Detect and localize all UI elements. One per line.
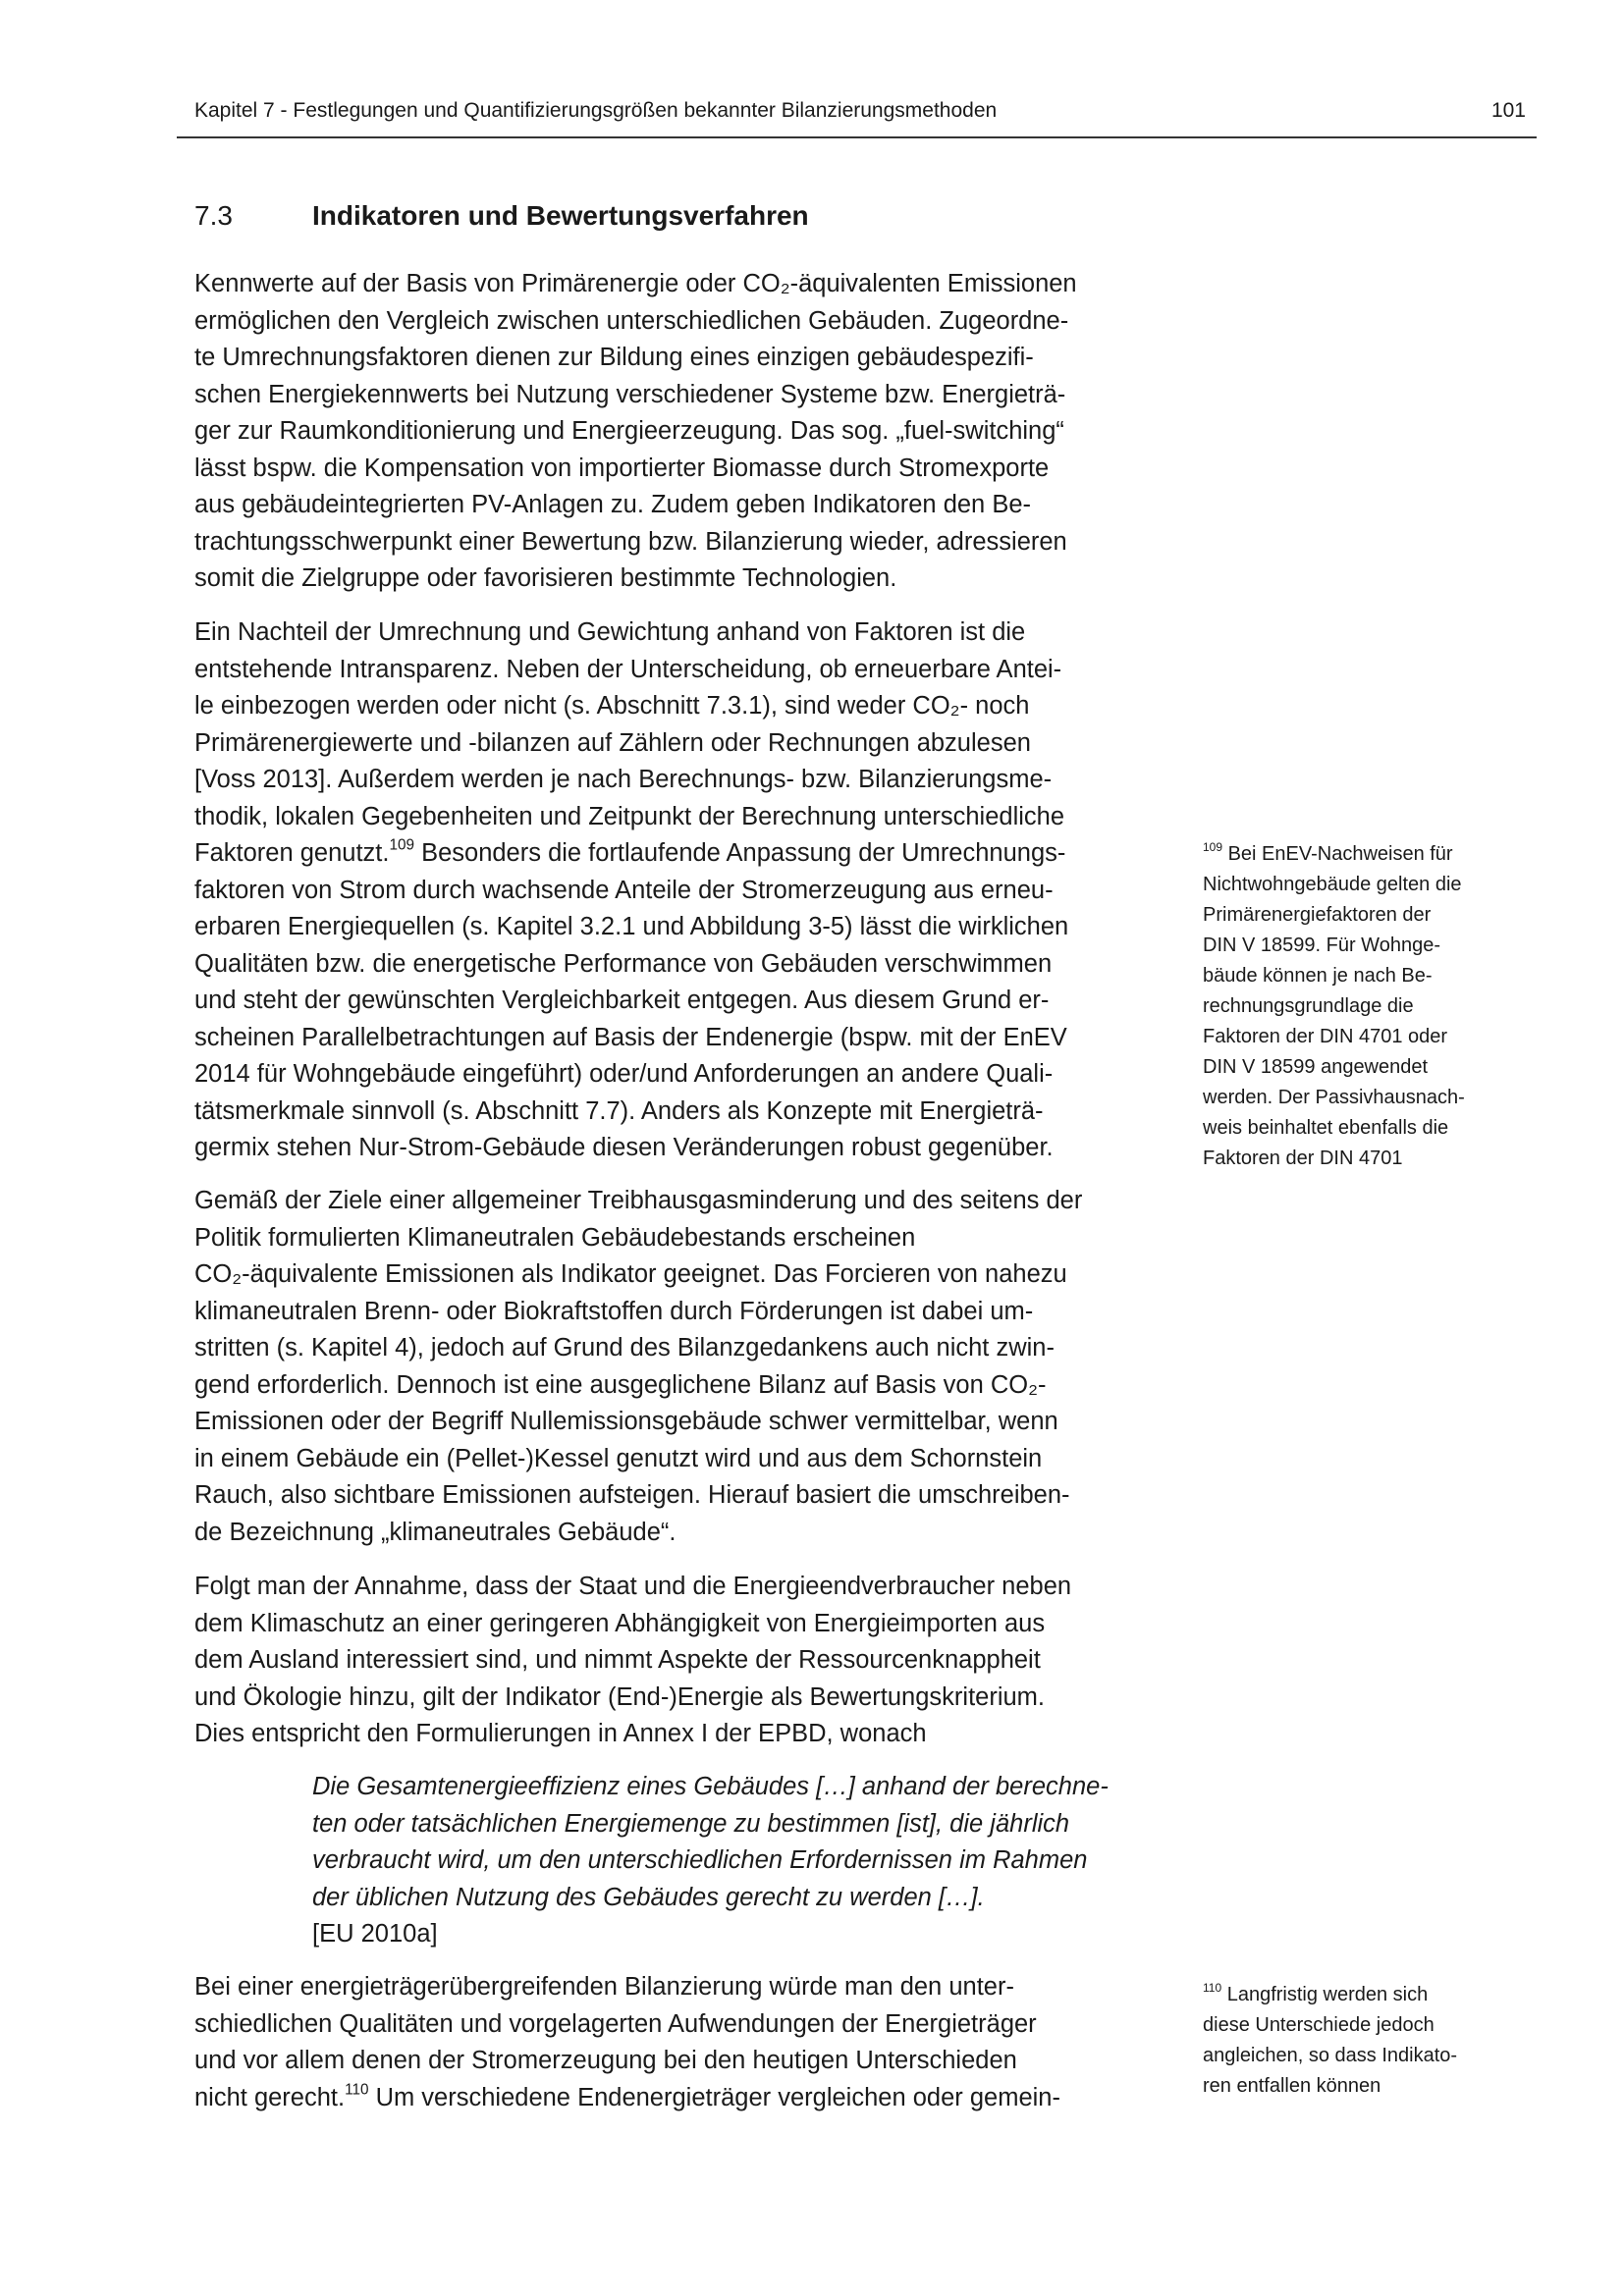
text-line: tätsmerkmale sinnvoll (s. Abschnitt 7.7). Anders als Konzepte mit Energieträ-: [194, 1096, 1044, 1125]
text-line: und Ökologie hinzu, gilt der Indikator (End-)Energie als Bewertungskriterium.: [194, 1682, 1046, 1711]
text-line: angleichen, so dass Indikato-: [1203, 2045, 1458, 2066]
text-line: stritten (s. Kapitel 4), jedoch auf Grund des Bilanzgedankens auch nicht zwin-: [194, 1334, 1055, 1362]
footnote-110: [1203, 1980, 1457, 2102]
text-line: aus gebäudeintegrierten PV-Anlagen zu. Zudem geben Indikatoren den Be-: [194, 491, 1032, 518]
text-segment: Bei EnEV-Nachweisen für: [1222, 843, 1453, 865]
text-line: der üblichen Nutzung des Gebäudes gerecht zu werden […].: [312, 1883, 985, 1911]
footnote-mark: 109: [1203, 840, 1223, 854]
section-number: 7.3: [194, 200, 233, 231]
footnote-109: [1203, 839, 1465, 1174]
text-line: te Umrechnungsfaktoren dienen zur Bildung eines einzigen gebäudespezifi-: [194, 344, 1034, 371]
text-line: gend erforderlich. Dennoch ist eine ausgeglichene Bilanz auf Basis von CO₂-: [194, 1370, 1047, 1399]
text-line: ren entfallen können: [1203, 2075, 1381, 2097]
text-line: weis beinhaltet ebenfalls die: [1203, 1117, 1449, 1139]
text-line: schen Energiekennwerts bei Nutzung verschiedener Systeme bzw. Energieträ-: [194, 380, 1066, 408]
text-line: [1203, 839, 1465, 870]
text-line: Primärenergiewerte und -bilanzen auf Zählern oder Rechnungen abzulesen: [194, 728, 1031, 757]
text-line: faktoren von Strom durch wachsende Anteile der Stromerzeugung aus erneu-: [194, 876, 1054, 904]
text-line: lässt bspw. die Kompensation von importierter Biomasse durch Stromexporte: [194, 454, 1050, 482]
text-line: germix stehen Nur-Strom-Gebäude diesen Veränderungen robust gegenüber.: [194, 1134, 1054, 1161]
paragraph-2: [194, 614, 1068, 1167]
text-line: [194, 2080, 1060, 2117]
page-number: 101: [1490, 99, 1526, 122]
text-line: Kennwerte auf der Basis von Primärenergie oder CO₂-äquivalenten Emissionen: [194, 270, 1077, 297]
footnote-mark: 109: [389, 836, 414, 854]
paragraph-4: [194, 1569, 1071, 1753]
running-header-title: Kapitel 7 - Festlegungen und Quantifizierungsgrößen bekannter Bilanzierungsmethoden: [194, 99, 998, 122]
text-line: Rauch, also sichtbare Emissionen aufsteigen. Hierauf basiert die umschreiben-: [194, 1481, 1070, 1509]
text-line: Emissionen oder der Begriff Nullemissionsgebäude schwer vermittelbar, wenn: [194, 1408, 1058, 1435]
section-title: Indikatoren und Bewertungsverfahren: [312, 200, 809, 231]
text-line: verbraucht wird, um den unterschiedlichen Erfordernissen im Rahmen: [312, 1846, 1088, 1874]
text-segment: Langfristig werden sich: [1221, 1984, 1429, 2005]
text-line: DIN V 18599. Für Wohnge-: [1203, 934, 1440, 956]
text-line: Ein Nachteil der Umrechnung und Gewichtung anhand von Faktoren ist die: [194, 618, 1026, 646]
text-line: [1203, 1980, 1457, 2010]
text-line: entstehende Intransparenz. Neben der Unterscheidung, ob erneuerbare Antei-: [194, 655, 1062, 683]
quote-citation: [EU 2010a]: [312, 1920, 438, 1948]
text-line: le einbezogen werden oder nicht (s. Abschnitt 7.3.1), sind weder CO₂- noch: [194, 692, 1030, 720]
footnote-mark: 110: [1203, 1981, 1222, 1995]
text-line: DIN V 18599 angewendet: [1203, 1056, 1429, 1078]
text-line: in einem Gebäude ein (Pellet-)Kessel genutzt wird und aus dem Schornstein: [194, 1444, 1043, 1472]
text-line: dem Ausland interessiert sind, und nimmt Aspekte der Ressourcenknappheit: [194, 1646, 1041, 1674]
text-line: werden. Der Passivhausnach-: [1203, 1087, 1465, 1108]
text-line: trachtungsschwerpunkt einer Bewertung bzw. Bilanzierung wieder, adressieren: [194, 527, 1067, 556]
footnote-mark: 110: [345, 2081, 369, 2099]
text-line: CO₂-äquivalente Emissionen als Indikator geeignet. Das Forcieren von nahezu: [194, 1260, 1067, 1288]
text-line: de Bezeichnung „klimaneutrales Gebäude“.: [194, 1518, 677, 1546]
text-line: Primärenergiefaktoren der: [1203, 904, 1432, 926]
text-line: [Voss 2013]. Außerdem werden je nach Berechnungs- bzw. Bilanzierungsme-: [194, 766, 1053, 793]
text-line: dem Klimaschutz an einer geringeren Abhängigkeit von Energieimporten aus: [194, 1609, 1046, 1637]
text-line: Folgt man der Annahme, dass der Staat und die Energieendverbraucher neben: [194, 1573, 1072, 1600]
block-quote: [312, 1769, 1109, 1953]
text-line: [194, 835, 1068, 873]
text-line: Qualitäten bzw. die energetische Performance von Gebäuden verschwimmen: [194, 949, 1053, 978]
paragraph-5: [194, 1969, 1060, 2116]
text-line: Faktoren der DIN 4701 oder: [1203, 1026, 1448, 1047]
text-segment: Besonders die fortlaufende Anpassung der Umrechnungs-: [413, 839, 1066, 867]
text-segment: Um verschiedene Endenergieträger vergleichen oder gemein-: [368, 2083, 1060, 2111]
text-line: schiedlichen Qualitäten und vorgelagerten Aufwendungen der Energieträger: [194, 2009, 1037, 2038]
text-segment: nicht gerecht.: [194, 2083, 346, 2111]
text-line: und vor allem denen der Stromerzeugung bei den heutigen Unterschieden: [194, 2047, 1017, 2074]
text-line: Dies entspricht den Formulierungen in Annex I der EPBD, wonach: [194, 1720, 927, 1747]
text-line: thodik, lokalen Gegebenheiten und Zeitpunkt der Berechnung unterschiedliche: [194, 802, 1065, 830]
paragraph-1: [194, 266, 1077, 598]
text-line: erbaren Energiequellen (s. Kapitel 3.2.1 und Abbildung 3-5) lässt die wirklichen: [194, 913, 1069, 940]
text-line: ger zur Raumkonditionierung und Energieerzeugung. Das sog. „fuel-switching“: [194, 417, 1064, 445]
text-line: Bei einer energieträgerübergreifenden Bilanzierung würde man den unter-: [194, 1973, 1014, 2001]
text-line: diese Unterschiede jedoch: [1203, 2014, 1435, 2036]
text-line: klimaneutralen Brenn- oder Biokraftstoffen durch Förderungen ist dabei um-: [194, 1297, 1034, 1325]
text-line: und steht der gewünschten Vergleichbarkeit entgegen. Aus diesem Grund er-: [194, 987, 1050, 1014]
text-line: ten oder tatsächlichen Energiemenge zu bestimmen [ist], die jährlich: [312, 1809, 1070, 1838]
text-line: Die Gesamtenergieeffizienz eines Gebäudes […] anhand der berechne-: [312, 1773, 1109, 1800]
text-line: 2014 für Wohngebäude eingeführt) oder/und Anforderungen an andere Quali-: [194, 1060, 1054, 1088]
text-line: Gemäß der Ziele einer allgemeiner Treibhausgasminderung und des seitens der: [194, 1187, 1083, 1214]
text-line: bäude können je nach Be-: [1203, 965, 1433, 987]
text-line: somit die Zielgruppe oder favorisieren bestimmte Technologien.: [194, 564, 897, 592]
paragraph-3: [194, 1183, 1082, 1551]
text-line: Faktoren der DIN 4701: [1203, 1148, 1403, 1169]
text-line: Politik formulierten Klimaneutralen Gebäudebestands erscheinen: [194, 1223, 916, 1252]
header-rule: [177, 136, 1537, 138]
text-segment: Faktoren genutzt.: [194, 839, 390, 867]
text-line: rechnungsgrundlage die: [1203, 995, 1414, 1017]
text-line: ermöglichen den Vergleich zwischen unterschiedlichen Gebäuden. Zugeordne-: [194, 306, 1069, 335]
text-line: Nichtwohngebäude gelten die: [1203, 874, 1462, 895]
text-line: scheinen Parallelbetrachtungen auf Basis der Endenergie (bspw. mit der EnEV: [194, 1023, 1067, 1051]
